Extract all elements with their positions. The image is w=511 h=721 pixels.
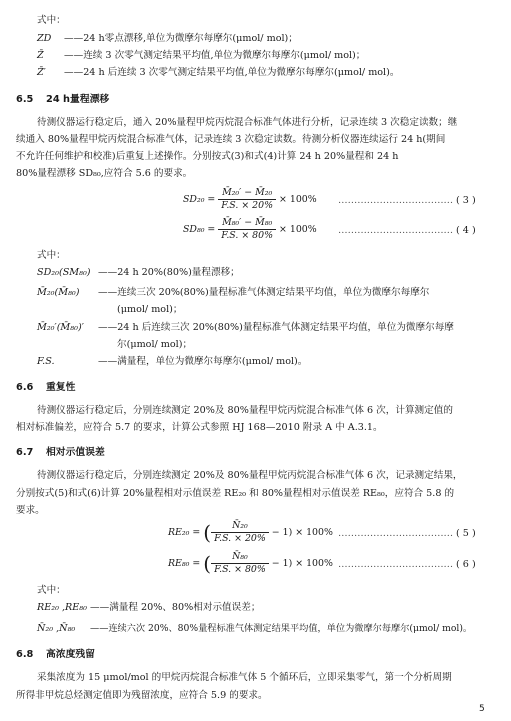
sec65-para-line: 待测仪器运行稳定后，通入 20%量程甲烷丙烷混合标准气体进行分析，记录连续 3 次稳定读数；继 <box>37 117 458 128</box>
def-fs-sym: F.S. <box>37 356 55 367</box>
sec65-para-line: 续通入 80%量程甲烷丙烷混合标准气体，记录连续 3 次稳定读数。待测分析仪器连续运行 24 h(期间 <box>16 134 446 145</box>
formula-5: RE₂₀ = ( $\frac{\text{N̄₂₀}}{F.S. \times 20\%}$ − 1) × 100% <box>168 520 333 545</box>
def-mbarprime-text: ——24 h 后连续三次 20%(80%)量程标准气体测定结果平均值，单位为微摩尔每摩 <box>98 322 454 333</box>
def-zd-sym: ZD <box>37 33 52 44</box>
formula-6-number: ( 6 ) <box>456 559 476 570</box>
where-label-6-5: 式中： <box>37 250 66 261</box>
def-nbar-text: ——连续六次 20%、80%量程标准气体测定结果平均值，单位为微摩尔每摩尔(μmol/ mol)。 <box>90 623 473 634</box>
def-fs-text: ——满量程，单位为微摩尔每摩尔(μmol/ mol)。 <box>98 356 308 367</box>
section-6-7-heading: 6.7 相对示值误差 <box>16 447 105 458</box>
sec67-para-line: 待测仪器运行稳定后，分别连续测定 20%及 80%量程甲烷丙烷混合标准气体 6 次，记录测定结果， <box>37 470 463 481</box>
sec65-para-line: 80%量程漂移 SD₈₀,应符合 5.6 的要求。 <box>16 168 193 179</box>
def-zbarprime-sym: Z̄′ <box>37 67 46 78</box>
section-6-8-heading: 6.8 高浓度残留 <box>16 649 95 660</box>
formula-6-leader-dots: ……………………………… <box>338 559 454 570</box>
def-mbar-text: ——连续三次 20%(80%)量程标准气体测定结果平均值，单位为微摩尔每摩尔 <box>98 287 430 298</box>
formula-5-leader-dots: ……………………………… <box>338 528 454 539</box>
formula-6: RE₈₀ = ( $\frac{\text{N̄₈₀}}{F.S. \times 80\%}$ − 1) × 100% <box>168 551 333 576</box>
sec68-para-line: 所得非甲烷总烃测定值即为残留浓度，应符合 5.9 的要求。 <box>16 690 268 701</box>
def-zbarprime-text: ——24 h 后连续 3 次零气测定结果平均值,单位为微摩尔每摩尔(μmol/ mol)。 <box>64 67 400 78</box>
sec65-para-line: 不允许任何维护和校准)后重复上述操作。分别按式(3)和式(4)计算 24 h 20%量程和 24 h <box>16 151 399 162</box>
sec67-para-line: 要求。 <box>16 505 45 516</box>
def-zbar-text: ——连续 3 次零气测定结果平均值,单位为微摩尔每摩尔(μmol/ mol)； <box>64 50 366 61</box>
def-mbarprime-sym: M̄₂₀′(M̄₈₀)′ <box>37 322 84 333</box>
section-6-6-heading: 6.6 重复性 <box>16 382 76 393</box>
def-nbar-sym: N̄₂₀ ,N̄₈₀ <box>37 623 76 634</box>
page-number: 5 <box>479 704 485 714</box>
def-mbarprime-cont: 尔(μmol/ mol)； <box>117 339 193 350</box>
def-re-text: ——满量程 20%、80%相对示值误差； <box>90 602 261 613</box>
def-zbar-sym: Z̄ <box>37 50 44 61</box>
sec68-para-line: 采集浓度为 15 μmol/mol 的甲烷丙烷混合标准气体 5 个循环后，立即采集零气，第一个分析周期 <box>37 672 452 683</box>
formula-4: SD₈₀ = $\frac{\text{M̄₈₀′ − M̄₈₀}}{F.S. \times 80\%}$ × 100% <box>183 217 317 241</box>
def-zd-text: ——24 h零点漂移,单位为微摩尔每摩尔(μmol/ mol)； <box>64 33 298 44</box>
sec66-para-line: 待测仪器运行稳定后，分别连续测定 20%及 80%量程甲烷丙烷混合标准气体 6 次，计算测定值的 <box>37 405 453 416</box>
def-re-sym: RE₂₀ ,RE₈₀ <box>37 602 87 613</box>
def-mbar-sym: M̄₂₀(M̄₈₀) <box>37 287 80 298</box>
where-label-6-7: 式中： <box>37 585 66 596</box>
sec67-para-line: 分别按式(5)和式(6)计算 20%量程相对示值误差 RE₂₀ 和 80%量程相对示值误差 RE₈₀，应符合 5.8 的 <box>16 488 455 499</box>
formula-3: SD₂₀ = $\frac{\text{M̄₂₀′ − M̄₂₀}}{F.S. \times 20\%}$ × 100% <box>183 187 317 211</box>
section-6-5-heading: 6.5 24 h量程漂移 <box>16 94 110 105</box>
def-mbar-cont: (μmol/ mol)； <box>117 304 183 315</box>
def-sd-sym: SD₂₀(SM₈₀) <box>37 267 91 278</box>
formula-3-number: ( 3 ) <box>456 195 476 206</box>
formula-5-number: ( 5 ) <box>456 528 476 539</box>
formula-4-number: ( 4 ) <box>456 225 476 236</box>
sec66-para-line: 相对标准偏差，应符合 5.7 的要求，计算公式参照 HJ 168—2010 附录 A 中 A.3.1。 <box>16 422 383 433</box>
where-label-top: 式中： <box>37 15 66 26</box>
formula-4-leader-dots: ……………………………… <box>338 225 454 236</box>
def-sd-text: ——24 h 20%(80%)量程漂移； <box>98 267 240 278</box>
formula-3-leader-dots: ……………………………… <box>338 195 454 206</box>
